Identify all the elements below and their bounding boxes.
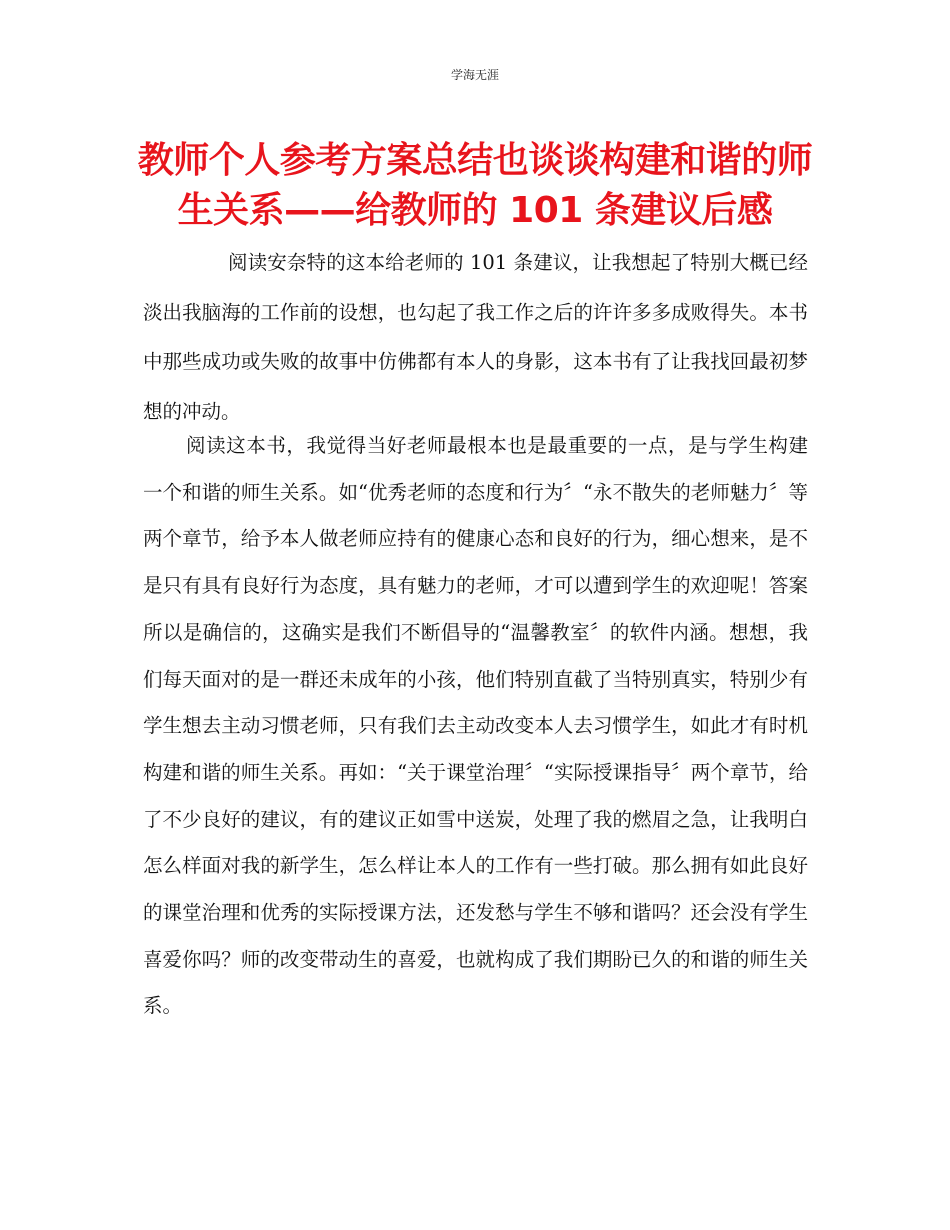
document-title: 教师个人参考方案总结也谈谈构建和谐的师生关系——给教师的 101 条建议后感 xyxy=(137,140,813,231)
header-note: 学海无涯 xyxy=(450,68,499,82)
body-paragraph-2-block xyxy=(143,423,808,1030)
body-paragraph-2: 阅读这本书，我觉得当好老师最根本也是最重要的一点，是与学生构建一个和谐的师生关系。如“优秀老师的态度和行为〞“永不散失的老师魅力〞等两个章节，给予本人做老师应持有的健康心态和良好的行为，细心想来，是不是只有具有良好行为态度，具有魅力的老师，才可以遭到学生的欢迎呢！答案所以是确信的，这确实是我们不断倡导的“温馨教室〞的软件内涵。想想，我们每天面对的是一群还未成年的小孩，他们特别直截了当特别真实，特别少有学生想去主动习惯老师，只有我们去主动改变本人去习惯学生，如此才有时机构建和谐的师生关系。再如：“关于课堂治理〞“实际授课指导〞两个章节，给了不少良好的建议，有的建议正如雪中送炭，处理了我的燃眉之急，让我明白怎么样面对我的新学生，怎么样让本人的工作有一些打破。那么拥有如此良好的课堂治理和优秀的实际授课方法，还发愁与学生不够和谐吗？还会没有学生喜爱你吗？师的改变带动生的喜爱，也就构成了我们期盼已久的和谐的师生关系。 xyxy=(143,434,808,1018)
body-paragraph-1: 阅读安奈特的这本给老师的 101 条建议，让我想起了特别大概已经淡出我脑海的工作前的设想，也勾起了我工作之后的许许多多成败得失。本书中那些成功或失败的故事中仿佛都有本人的身影，这本书有了让我找回最初梦想的冲动。 xyxy=(143,251,808,423)
body-paragraph-1-block xyxy=(143,238,808,436)
